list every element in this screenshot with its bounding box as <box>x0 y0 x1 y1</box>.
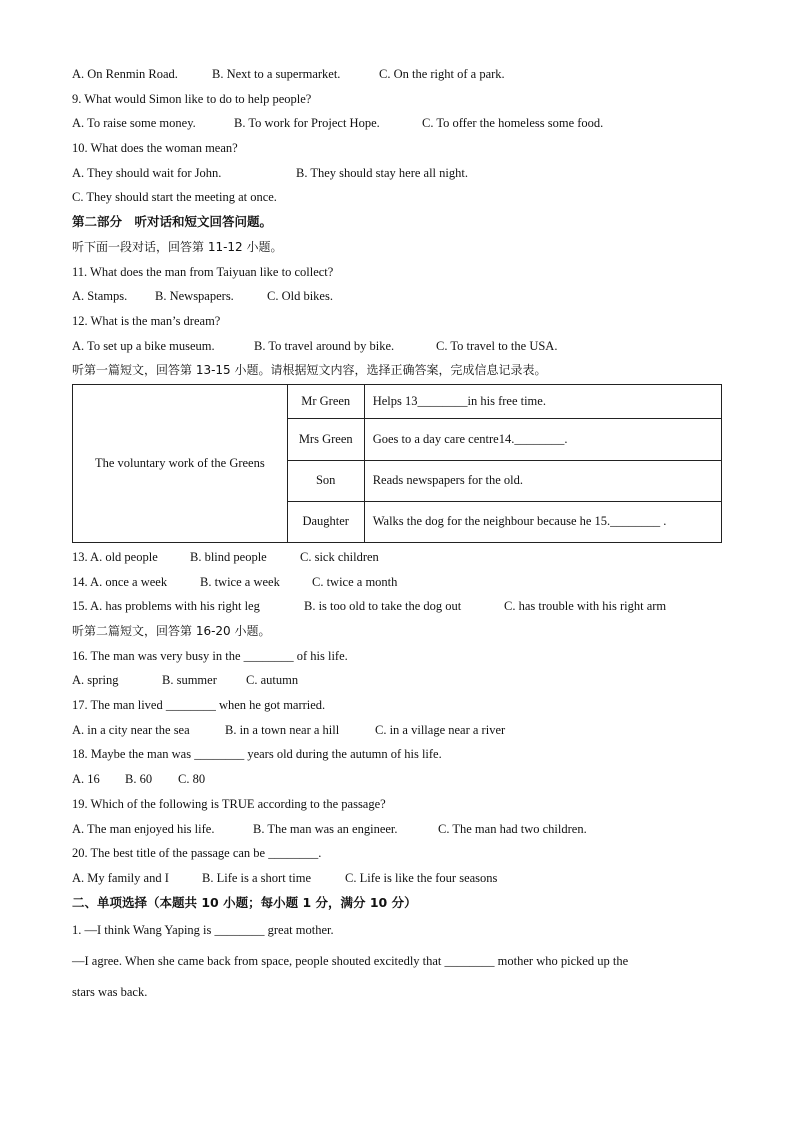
q17-option-b: B. in a town near a hill <box>225 722 340 737</box>
q9-options <box>72 111 722 136</box>
table-cell-what: Goes to a day care centre14.________. <box>364 418 721 460</box>
mc1-line2: —I agree. When she came back from space, people shouted excitedly that ________ mother who picked up the <box>72 954 629 969</box>
q16-option-a: A. spring <box>72 673 119 688</box>
q19-option-c: C. The man had two children. <box>438 821 587 836</box>
q14-options <box>72 570 722 595</box>
q17-option-c: C. in a village near a river <box>375 722 506 737</box>
q8-option-c: C. On the right of a park. <box>379 67 505 81</box>
q17-option-a: A. in a city near the sea <box>72 722 190 737</box>
q16-options <box>72 668 722 693</box>
table-cell-who: Mrs Green <box>287 418 364 460</box>
q11-option-b: B. Newspapers. <box>155 289 234 304</box>
section2-heading: 二、单项选择（本题共 10 小题；每小题 1 分，满分 10 分） <box>72 894 417 910</box>
q13-option-b: B. blind people <box>190 549 267 564</box>
table-label: The voluntary work of the Greens <box>73 384 288 542</box>
q19-options <box>72 817 722 842</box>
table-cell-what: Reads newspapers for the old. <box>364 460 721 501</box>
q11-option-a: A. Stamps. <box>72 289 128 304</box>
q15-option-b: B. is too old to take the dog out <box>304 599 462 614</box>
q19-option-b: B. The man was an engineer. <box>253 821 398 836</box>
q20-option-b: B. Life is a short time <box>202 870 312 885</box>
q20-option-a: A. My family and I <box>72 870 169 885</box>
q15-options <box>72 594 722 619</box>
q10-option-a: A. They should wait for John. <box>72 165 222 180</box>
q13-option-a: 13. A. old people <box>72 549 158 564</box>
table-cell-who: Mr Green <box>287 384 364 418</box>
q18-option-c: C. 80 <box>178 772 206 787</box>
q11-question: 11. What does the man from Taiyuan like to collect? <box>72 264 334 279</box>
q15-option-c: C. has trouble with his right arm <box>504 599 667 614</box>
q12-option-b: B. To travel around by bike. <box>254 338 395 353</box>
q9-option-c: C. To offer the homeless some food. <box>422 116 604 131</box>
q10-option-c: C. They should start the meeting at once. <box>72 190 277 205</box>
q14-option-a: 14. A. once a week <box>72 574 168 589</box>
table-cell-who: Son <box>287 460 364 501</box>
mc1-line3: stars was back. <box>72 985 148 1000</box>
q8-option-b: B. Next to a supermarket. <box>212 67 341 81</box>
q12-option-a: A. To set up a bike museum. <box>72 338 215 353</box>
q12-option-c: C. To travel to the USA. <box>436 338 558 353</box>
dialogue-instruction: 听下面一段对话，回答第 11-12 小题。 <box>72 239 283 254</box>
q19-option-a: A. The man enjoyed his life. <box>72 821 215 836</box>
q18-question: 18. Maybe the man was ________ years old during the autumn of his life. <box>72 747 442 762</box>
q9-question: 9. What would Simon like to do to help people? <box>72 91 312 106</box>
q13-options <box>72 545 722 570</box>
q12-options <box>72 334 722 359</box>
q9-option-a: A. To raise some money. <box>72 116 196 131</box>
passage2-instruction: 听第二篇短文，回答第 16-20 小题。 <box>72 624 271 638</box>
q20-options <box>72 866 722 891</box>
q18-option-b: B. 60 <box>125 772 153 787</box>
q10-options-ab <box>72 161 722 186</box>
q11-option-c: C. Old bikes. <box>267 289 333 304</box>
table-cell-what: Helps 13________in his free time. <box>364 384 721 418</box>
q17-options <box>72 718 722 743</box>
q18-options <box>72 767 722 792</box>
q16-option-c: C. autumn <box>246 673 299 688</box>
q11-options <box>72 284 722 309</box>
q10-option-b: B. They should stay here all night. <box>296 165 468 180</box>
table-cell-what: Walks the dog for the neighbour because he 15.________ . <box>364 501 721 542</box>
table-cell-who: Daughter <box>287 501 364 542</box>
info-record-table <box>72 384 722 543</box>
exam-page <box>72 62 722 1008</box>
q14-option-c: C. twice a month <box>312 574 398 589</box>
q8-options <box>72 62 722 87</box>
q16-question: 16. The man was very busy in the ________ of his life. <box>72 648 348 663</box>
q16-option-b: B. summer <box>162 673 217 688</box>
table-row <box>73 384 722 418</box>
passage1-instruction: 听第一篇短文，回答第 13-15 小题。请根据短文内容，选择正确答案，完成信息记录表。 <box>72 363 547 378</box>
q17-question: 17. The man lived ________ when he got married. <box>72 698 326 713</box>
q13-option-c: C. sick children <box>300 549 379 564</box>
q20-question: 20. The best title of the passage can be ________. <box>72 846 322 861</box>
q10-question: 10. What does the woman mean? <box>72 141 238 156</box>
q12-question: 12. What is the man’s dream? <box>72 313 221 328</box>
mc1-line1: 1. —I think Wang Yaping is ________ great mother. <box>72 923 334 938</box>
q14-option-b: B. twice a week <box>200 574 280 589</box>
q8-option-a: A. On Renmin Road. <box>72 67 178 81</box>
q15-option-a: 15. A. has problems with his right leg <box>72 599 260 614</box>
q18-option-a: A. 16 <box>72 772 100 787</box>
q19-question: 19. Which of the following is TRUE according to the passage? <box>72 796 386 811</box>
q9-option-b: B. To work for Project Hope. <box>234 116 380 131</box>
part2-heading: 第二部分 听对话和短文回答问题。 <box>72 214 273 230</box>
q20-option-c: C. Life is like the four seasons <box>345 870 498 885</box>
